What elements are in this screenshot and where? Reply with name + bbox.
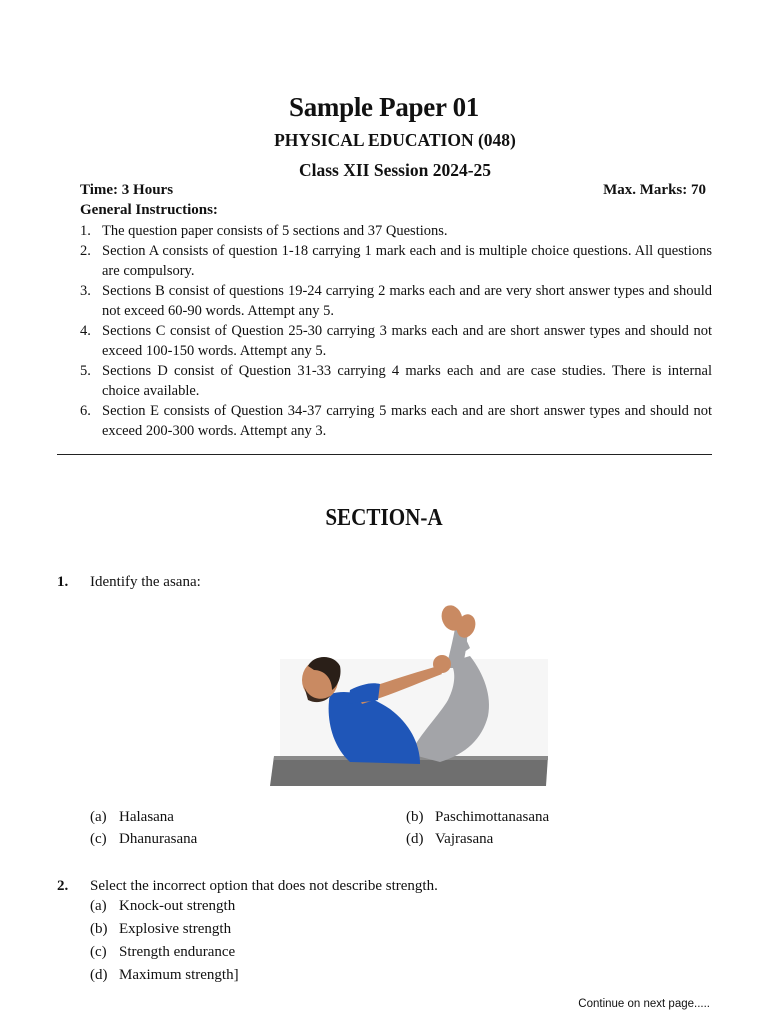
option-text: Halasana	[119, 809, 174, 825]
question-2-text: Select the incorrect option that does not describe strength.	[90, 878, 438, 894]
question-1-option-b[interactable]	[406, 809, 549, 826]
option-label: (c)	[90, 831, 107, 847]
option-label: (d)	[90, 967, 108, 983]
option-label: (b)	[406, 809, 424, 825]
instruction-text: Section A consists of question 1-18 carrying 1 mark each and is multiple choice questions. All questions are compulsory.	[102, 243, 712, 279]
instruction-number: 3.	[80, 283, 91, 299]
option-text: Paschimottanasana	[435, 809, 550, 825]
instructions-list	[80, 221, 712, 441]
instruction-item	[80, 401, 712, 441]
instruction-item	[80, 281, 712, 321]
question-2-option-b[interactable]	[90, 921, 231, 938]
instruction-text: Sections C consist of Question 25-30 carrying 3 marks each and are short answer types and should not exceed 100-150 words. Attempt any 5.	[102, 323, 712, 359]
instructions-heading: General Instructions:	[80, 202, 218, 218]
option-label: (a)	[90, 809, 107, 825]
option-text: Strength endurance	[119, 944, 236, 960]
max-marks: Max. Marks: 70	[603, 182, 706, 198]
question-1-number: 1.	[57, 574, 69, 590]
paper-session: Class XII Session 2024-25	[298, 160, 492, 180]
instruction-number: 2.	[80, 243, 91, 259]
option-label: (b)	[90, 921, 108, 937]
instruction-number: 1.	[80, 223, 91, 239]
instruction-number: 4.	[80, 323, 91, 339]
option-text: Vajrasana	[435, 831, 494, 847]
dhanurasana-pose-image	[270, 604, 550, 788]
instruction-item	[80, 241, 712, 281]
option-label: (a)	[90, 898, 107, 914]
question-1-option-c[interactable]	[90, 831, 197, 848]
instruction-item	[80, 221, 712, 241]
instruction-text: Sections D consist of Question 31-33 carrying 4 marks each and are case studies. There is internal choice available.	[102, 363, 712, 399]
question-2-option-c[interactable]	[90, 944, 235, 961]
paper-title: Sample Paper 01	[289, 92, 479, 122]
instruction-number: 6.	[80, 403, 91, 419]
option-text: Knock-out strength	[119, 898, 236, 914]
option-label: (c)	[90, 944, 107, 960]
divider-line	[57, 454, 712, 455]
instruction-item	[80, 321, 712, 361]
question-2-option-a[interactable]	[90, 898, 235, 915]
paper-subject: PHYSICAL EDUCATION (048)	[274, 130, 516, 150]
question-1-option-a[interactable]	[90, 809, 174, 826]
question-2-number: 2.	[57, 878, 69, 894]
option-text: Explosive strength	[119, 921, 232, 937]
instruction-text: Section E consists of Question 34-37 carrying 5 marks each and are short answer types and should not exceed 200-300 words. Attempt any 3.	[102, 403, 712, 439]
question-1-option-d[interactable]	[406, 831, 493, 848]
section-heading: SECTION-A	[325, 505, 443, 531]
instruction-item	[80, 361, 712, 401]
instruction-number: 5.	[80, 363, 91, 379]
question-2-option-d[interactable]	[90, 967, 239, 984]
time-allowed: Time: 3 Hours	[80, 182, 174, 198]
instruction-text: The question paper consists of 5 sections and 37 Questions.	[102, 223, 448, 239]
option-text: Maximum strength]	[119, 967, 239, 983]
option-label: (d)	[406, 831, 424, 847]
instruction-text: Sections B consist of questions 19-24 carrying 2 marks each and are very short answer types and should not exceed 60-90 words. Attempt any 5.	[102, 283, 712, 319]
option-text: Dhanurasana	[119, 831, 198, 847]
question-1-text: Identify the asana:	[90, 574, 201, 590]
continue-note: Continue on next page.....	[578, 998, 710, 1010]
